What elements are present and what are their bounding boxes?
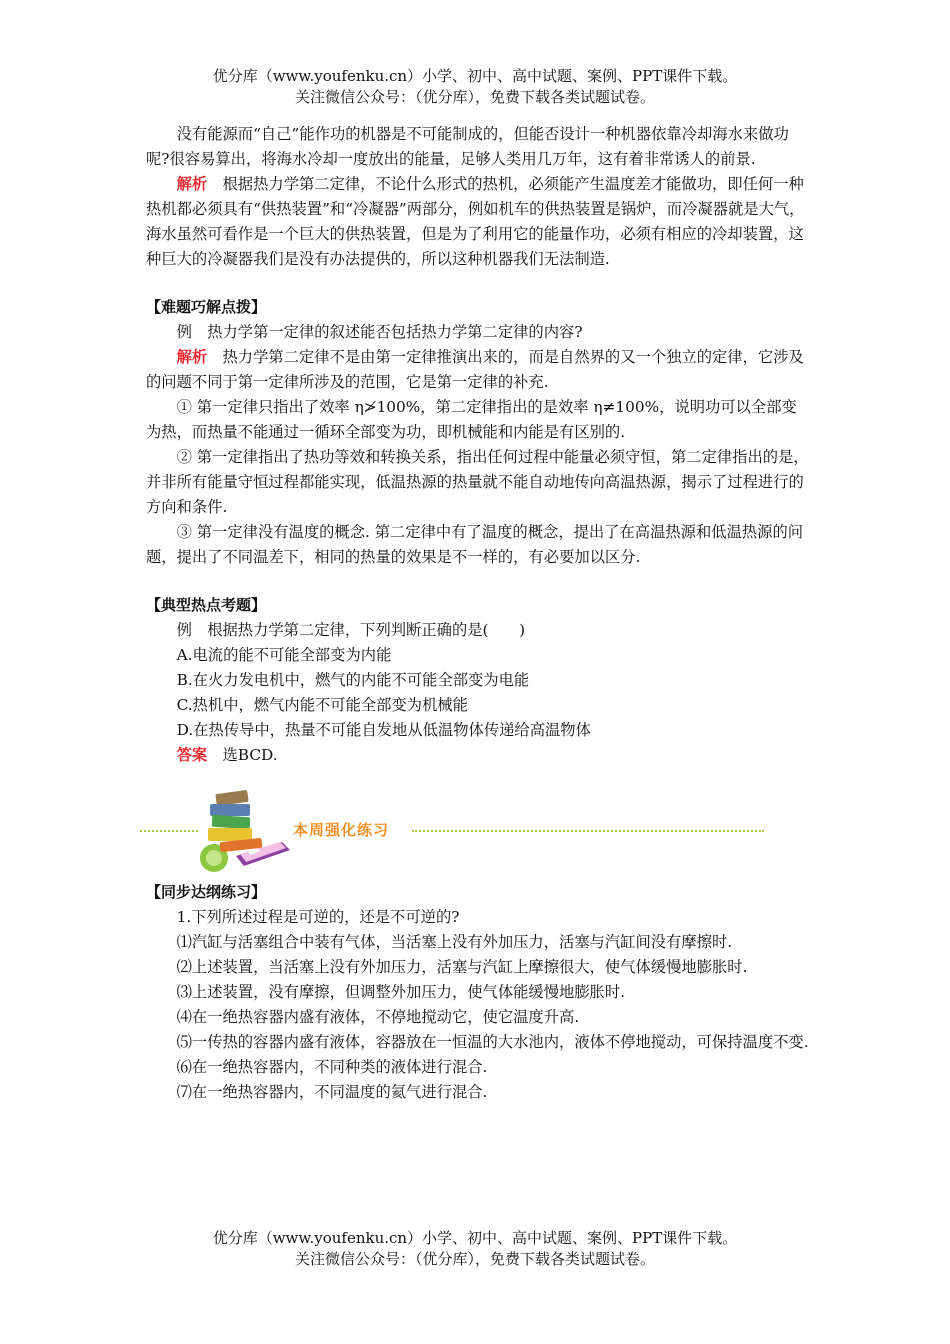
page-footer	[0, 1228, 950, 1270]
option-d: D.在热传导中，热量不可能自发地从低温物体传递给高温物体	[176, 721, 591, 739]
footer-line-1: 优分库（www.youfenku.cn）小学、初中、高中试题、案例、PPT课件下载。	[212, 1229, 738, 1247]
practice-item: ⑴汽缸与活塞组合中装有气体，当活塞上没有外加压力，活塞与汽缸间没有摩擦时.	[176, 933, 733, 951]
intro-analysis	[146, 172, 811, 272]
analysis-text: 热力学第二定律不是由第一定律推演出来的，而是自然界的又一个独立的定律，它涉及的问题不同于第一定律所涉及的范围，它是第一定律的补充.	[146, 348, 804, 391]
intro-question: 没有能源而“自己”能作功的机器是不可能制成的，但能否设计一种机器依靠冷却海水来做功呢?很容易算出，将海水冷却一度放出的能量，足够人类用几万年，这有着非常诱人的前景.	[146, 125, 789, 168]
section-heading-typical: 【典型热点考题】	[146, 596, 267, 614]
answer-label: 答案	[176, 746, 208, 764]
practice-item: ⑺在一绝热容器内，不同温度的氦气进行混合.	[176, 1083, 488, 1101]
difficult-point-3: ③ 第一定律没有温度的概念. 第二定律中有了温度的概念，提出了在高温热源和低温热源的问题，提出了不同温差下，相同的热量的效果是不一样的，有必要加以区分.	[146, 523, 804, 566]
analysis-label: 解析	[176, 175, 208, 193]
typical-example: 例 根据热力学第二定律，下列判断正确的是( )	[176, 621, 526, 639]
difficult-example: 例 热力学第一定律的叙述能否包括热力学第二定律的内容?	[176, 323, 583, 341]
practice-item: ⑹在一绝热容器内，不同种类的液体进行混合.	[176, 1058, 488, 1076]
practice-question: 1.下列所述过程是可逆的，还是不可逆的?	[176, 908, 460, 926]
page-header	[0, 66, 950, 108]
practice-item: ⑷在一绝热容器内盛有液体，不停地搅动它，使它温度升高.	[176, 1008, 580, 1026]
option-a: A.电流的能不可能全部变为内能	[176, 646, 392, 664]
stacked-books-icon	[196, 778, 292, 878]
banner-dotted-line-left	[140, 830, 198, 832]
practice-item: ⑸一传热的容器内盛有液体，容器放在一恒温的大水池内，液体不停地搅动，可保持温度不变.	[176, 1033, 809, 1051]
banner-title: 本周强化练习	[293, 821, 390, 839]
banner-dotted-line-right	[412, 830, 764, 832]
option-c: C.热机中，燃气内能不可能全部变为机械能	[176, 696, 468, 714]
difficult-point-1: ① 第一定律只指出了效率 η≯100%，第二定律指出的是效率 η≠100%，说明功可以全部变为热，而热量不能通过一循环全部变为功，即机械能和内能是有区别的.	[146, 398, 797, 441]
section-heading-difficult: 【难题巧解点拨】	[146, 298, 267, 316]
analysis-text: 根据热力学第二定律，不论什么形式的热机，必须能产生温度差才能做功，即任何一种热机都必须具有“供热装置”和“冷凝器”两部分，例如机车的供热装置是锅炉，而冷凝器就是大气，海水虽然可看作是一个巨大的供热装置，但是为了利用它的能量作功，必须有相应的冷却装置，这种巨大的冷凝器我们是没有办法提供的，所以这种机器我们无法制造.	[146, 175, 805, 268]
practice-item: ⑶上述装置，没有摩擦，但调整外加压力，使气体能缓慢地膨胀时.	[176, 983, 626, 1001]
main-content	[146, 122, 811, 1105]
practice-item: ⑵上述装置，当活塞上没有外加压力，活塞与汽缸上摩擦很大，使气体缓慢地膨胀时.	[176, 958, 748, 976]
header-line-2: 关注微信公众号：（优分库），免费下载各类试题试卷。	[294, 88, 655, 106]
option-b: B.在火力发电机中，燃气的内能不可能全部变为电能	[176, 671, 530, 689]
difficult-analysis	[146, 345, 811, 395]
footer-line-2: 关注微信公众号：（优分库），免费下载各类试题试卷。	[294, 1250, 655, 1268]
typical-answer	[146, 743, 811, 768]
difficult-point-2: ② 第一定律指出了热功等效和转换关系，指出任何过程中能量必须守恒，第二定律指出的是，并非所有能量守恒过程都能实现，低温热源的热量就不能自动地传向高温热源，揭示了过程进行的方向和条件.	[146, 448, 809, 516]
header-line-1: 优分库（www.youfenku.cn）小学、初中、高中试题、案例、PPT课件下载。	[212, 67, 738, 85]
section-banner	[140, 778, 820, 880]
section-heading-practice: 【同步达纲练习】	[146, 883, 267, 901]
analysis-label: 解析	[176, 348, 208, 366]
answer-text: 选BCD.	[207, 746, 278, 764]
